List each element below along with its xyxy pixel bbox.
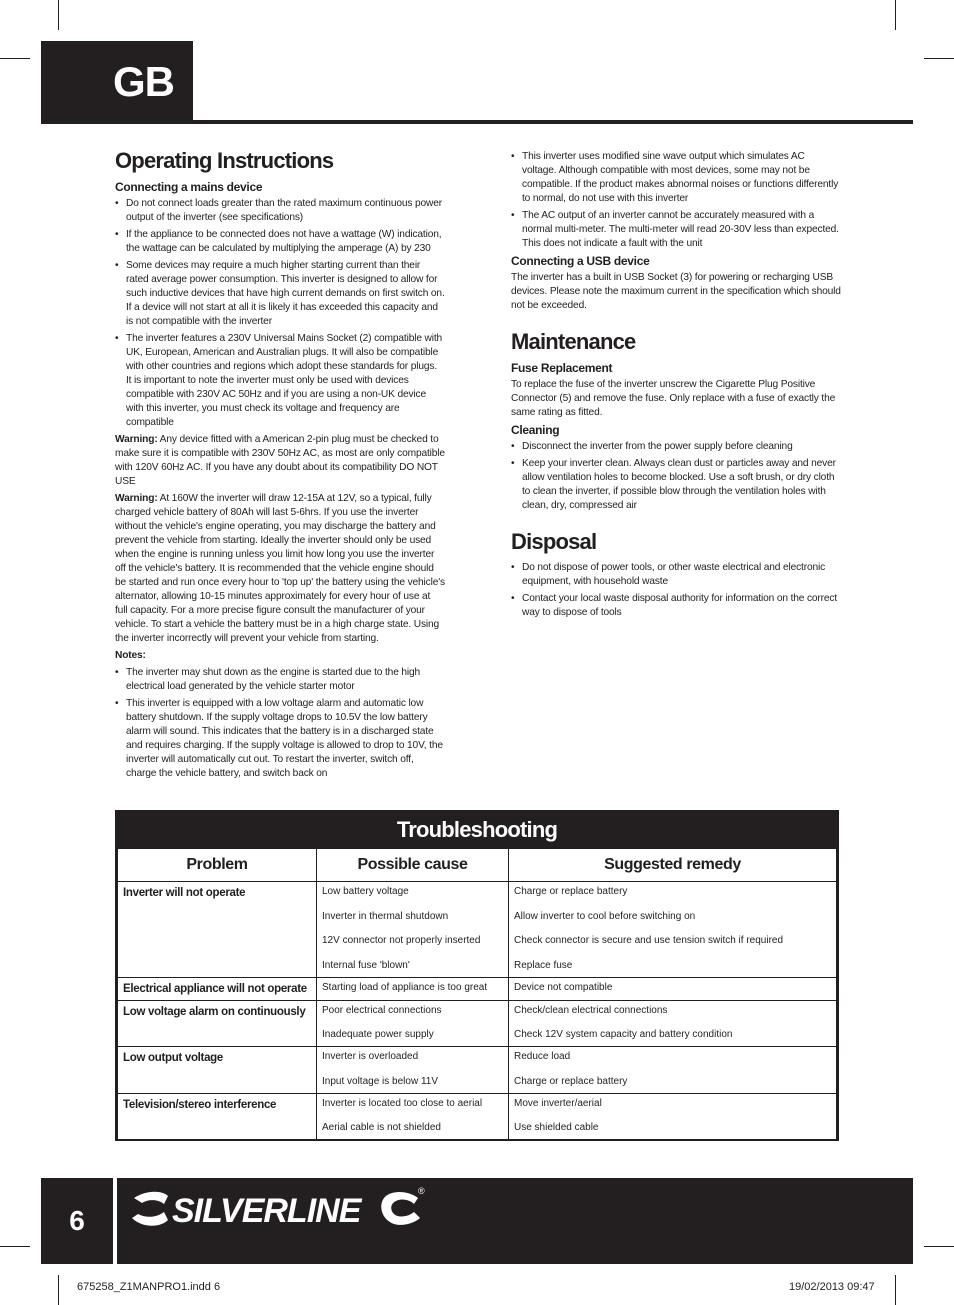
cause-text: Inverter in thermal shutdown	[322, 910, 449, 922]
disposal-title: Disposal	[511, 529, 597, 554]
crop-mark	[895, 0, 896, 30]
remedy-text: Charge or replace battery	[514, 886, 628, 897]
cause-cell	[317, 977, 509, 1000]
date-slug: 19/02/2013 09:47	[789, 1281, 875, 1293]
mains-bullet-list	[115, 197, 445, 430]
fuse-subtitle: Fuse Replacement	[511, 361, 613, 375]
list-item: • This inverter is equipped with a low voltage alarm and automatic low battery shutdown. If the supply voltage drops to 10.5V the low battery alarm will sound. This indicates that the battery is in a discharged state and requires charging. If the supply voltage is allowed to drop to 10V, the inverter will automatically cut out. To restart the inverter, switch off, charge the vehicle battery, and switch back on	[115, 697, 445, 781]
remedy-text: Check connector is secure and use tension switch if required	[514, 935, 784, 946]
table-body	[118, 882, 837, 1140]
disposal-bullet-list	[511, 561, 841, 620]
connecting-mains-subtitle: Connecting a mains device	[115, 180, 263, 194]
warning-paragraph	[115, 433, 445, 489]
cause-text: Starting load of appliance is too great	[322, 981, 488, 993]
troubleshooting-grid	[117, 848, 837, 1139]
remedy-cell	[509, 977, 837, 1000]
remedy-cell	[509, 882, 837, 978]
usb-subtitle: Connecting a USB device	[511, 254, 650, 268]
list-item: • Some devices may require a much higher starting current than their rated average power consumption. This inverter is designed to allow for such inductive devices that have high current demands on first switch on. If a device will not start at all it is likely it has exceeded this capacity and is not compatible with the inverter	[115, 259, 445, 329]
cause-text: Poor electrical connections	[322, 1004, 442, 1016]
list-item: • Keep your inverter clean. Always clean dust or particles away and never allow ventilation holes to become blocked. Use a soft brush, or dry cloth to clean the inverter, if possible blow through the ventilation holes with clean, dry, compressed air	[511, 457, 841, 513]
warning-label: Warning:	[115, 493, 158, 504]
cause-cell	[317, 882, 509, 978]
notes-bullet-list	[115, 666, 445, 781]
language-badge	[41, 41, 193, 123]
remedy-text: Reduce load	[514, 1051, 571, 1062]
brand-wordmark: SILVERLINE	[172, 1192, 361, 1230]
cause-text: Internal fuse 'blown'	[322, 959, 410, 971]
inverter-bullet-list	[511, 150, 841, 251]
crop-mark	[924, 1246, 954, 1247]
table-row	[118, 1047, 837, 1094]
column-header-remedy: Suggested remedy	[509, 849, 837, 882]
crop-mark	[924, 58, 954, 59]
table-row	[118, 882, 837, 978]
remedy-text: Allow inverter to cool before switching on	[514, 910, 696, 922]
problem-cell: Electrical appliance will not operate	[118, 977, 317, 1000]
list-item: • Contact your local waste disposal authority for information on the correct way to dispose of tools	[511, 592, 841, 620]
crop-mark	[58, 0, 59, 30]
cause-cell	[317, 1047, 509, 1094]
problem-cell: Low voltage alarm on continuously	[118, 1000, 317, 1047]
column-header-cause: Possible cause	[317, 849, 509, 882]
remedy-text: Charge or replace battery	[514, 1075, 628, 1087]
cause-text: Inverter is overloaded	[322, 1051, 419, 1062]
column-header-problem: Problem	[118, 849, 317, 882]
file-slug: 675258_Z1MANPRO1.indd 6	[77, 1281, 221, 1293]
header-rule	[41, 120, 913, 124]
remedy-text: Use shielded cable	[514, 1122, 599, 1133]
problem-cell: Low output voltage	[118, 1047, 317, 1094]
fuse-text: To replace the fuse of the inverter unscrew the Cigarette Plug Positive Connector (5) and remove the fuse. Only replace with a fuse of exactly the same rating as fitted.	[511, 379, 836, 418]
warning-paragraph	[115, 492, 445, 646]
table-header-row	[118, 849, 837, 882]
cause-text: Inadequate power supply	[322, 1029, 434, 1040]
problem-cell: Inverter will not operate	[118, 882, 317, 978]
left-column	[115, 148, 445, 784]
cause-text: Low battery voltage	[322, 886, 409, 897]
warning-label: Warning:	[115, 434, 158, 445]
usb-text: The inverter has a built in USB Socket (3) for powering or recharging USB devices. Please note the maximum current in the specification which should not be exceeded.	[511, 272, 841, 311]
cause-cell	[317, 1000, 509, 1047]
remedy-text: Replace fuse	[514, 959, 573, 971]
table-row	[118, 1000, 837, 1047]
list-item: • Do not dispose of power tools, or other waste electrical and electronic equipment, with household waste	[511, 561, 841, 589]
problem-cell: Television/stereo interference	[118, 1093, 317, 1139]
registered-mark: ®	[418, 1186, 425, 1196]
table-row	[118, 977, 837, 1000]
crop-mark	[895, 1275, 896, 1305]
table-row	[118, 1093, 837, 1139]
cause-text: 12V connector not properly inserted	[322, 935, 481, 946]
silverline-logo	[128, 1184, 428, 1241]
cleaning-subtitle: Cleaning	[511, 423, 560, 437]
operating-instructions-title: Operating Instructions	[115, 148, 334, 173]
remedy-text: Check/clean electrical connections	[514, 1004, 668, 1016]
crop-mark	[0, 58, 30, 59]
list-item: • This inverter uses modified sine wave output which simulates AC voltage. Although compatible with most devices, some may not be compatible. If the product makes abnormal noises or functions differently to normal, do not use with this inverter	[511, 150, 841, 206]
language-code: GB	[113, 58, 174, 105]
footer-divider	[113, 1178, 117, 1264]
cause-text: Inverter is located too close to aerial	[322, 1097, 483, 1109]
warning-text: At 160W the inverter will draw 12-15A at 12V, so a typical, fully charged vehicle battery of 80Ah will last 5-6hrs. If you use the inverter without the vehicle's engine operating, you may discharge the battery and prevent the vehicle from starting. Ideally the inverter should only be used when the engine is running unless you limit how long you use the inverter off the vehicle's battery. It is recommended that the vehicle engine should be started and run once every hour to 'top up' the battery using the vehicle's alternator, allowing 10-15 minutes approximately for every hour of use at full capacity. For a more precise figure consult the manufacturer of your vehicle. To start a vehicle the battery must be in a high charge state. Using the inverter incorrectly will prevent your vehicle from starting.	[115, 493, 445, 644]
warning-text: Any device fitted with a American 2-pin plug must be checked to make sure it is compatible with 230V 50Hz AC, as most are only compatible with 120V 60Hz AC. If you have any doubt about its compatibility DO NOT USE	[115, 434, 445, 487]
list-item: • If the appliance to be connected does not have a wattage (W) indication, the wattage can be calculated by multiplying the amperage (A) by 230	[115, 228, 445, 256]
list-item: • The inverter may shut down as the engine is started due to the high electrical load generated by the vehicle starter motor	[115, 666, 445, 694]
list-item: • Do not connect loads greater than the rated maximum continuous power output of the inverter (see specifications)	[115, 197, 445, 225]
right-column	[511, 150, 841, 623]
remedy-cell	[509, 1093, 837, 1139]
cause-text: Aerial cable is not shielded	[322, 1122, 441, 1133]
troubleshooting-title: Troubleshooting	[117, 812, 837, 848]
remedy-text: Check 12V system capacity and battery condition	[514, 1029, 733, 1040]
remedy-cell	[509, 1047, 837, 1094]
crop-mark	[58, 1275, 59, 1305]
crop-mark	[0, 1246, 30, 1247]
remedy-text: Device not compatible	[514, 981, 613, 993]
page-number: 6	[69, 1205, 85, 1236]
notes-label: Notes:	[115, 650, 146, 661]
list-item: • The AC output of an inverter cannot be accurately measured with a normal multi-meter. The multi-meter will read 20-30V less than expected. This does not indicate a fault with the unit	[511, 209, 841, 251]
cause-cell	[317, 1093, 509, 1139]
cleaning-bullet-list	[511, 440, 841, 513]
remedy-cell	[509, 1000, 837, 1047]
list-item: • The inverter features a 230V Universal Mains Socket (2) compatible with UK, European, American and Australian plugs. It will also be compatible with other countries and regions which adopt these standards for plugs. It is important to note the inverter must only be used with devices compatible with 230V AC 50Hz and if you are using a non-UK device with this inverter, you must check its voltage and frequency are compatible	[115, 332, 445, 430]
remedy-text: Move inverter/aerial	[514, 1097, 602, 1109]
list-item: • Disconnect the inverter from the power supply before cleaning	[511, 440, 841, 454]
maintenance-title: Maintenance	[511, 329, 636, 354]
cause-text: Input voltage is below 11V	[322, 1075, 439, 1087]
troubleshooting-table	[115, 810, 839, 1141]
